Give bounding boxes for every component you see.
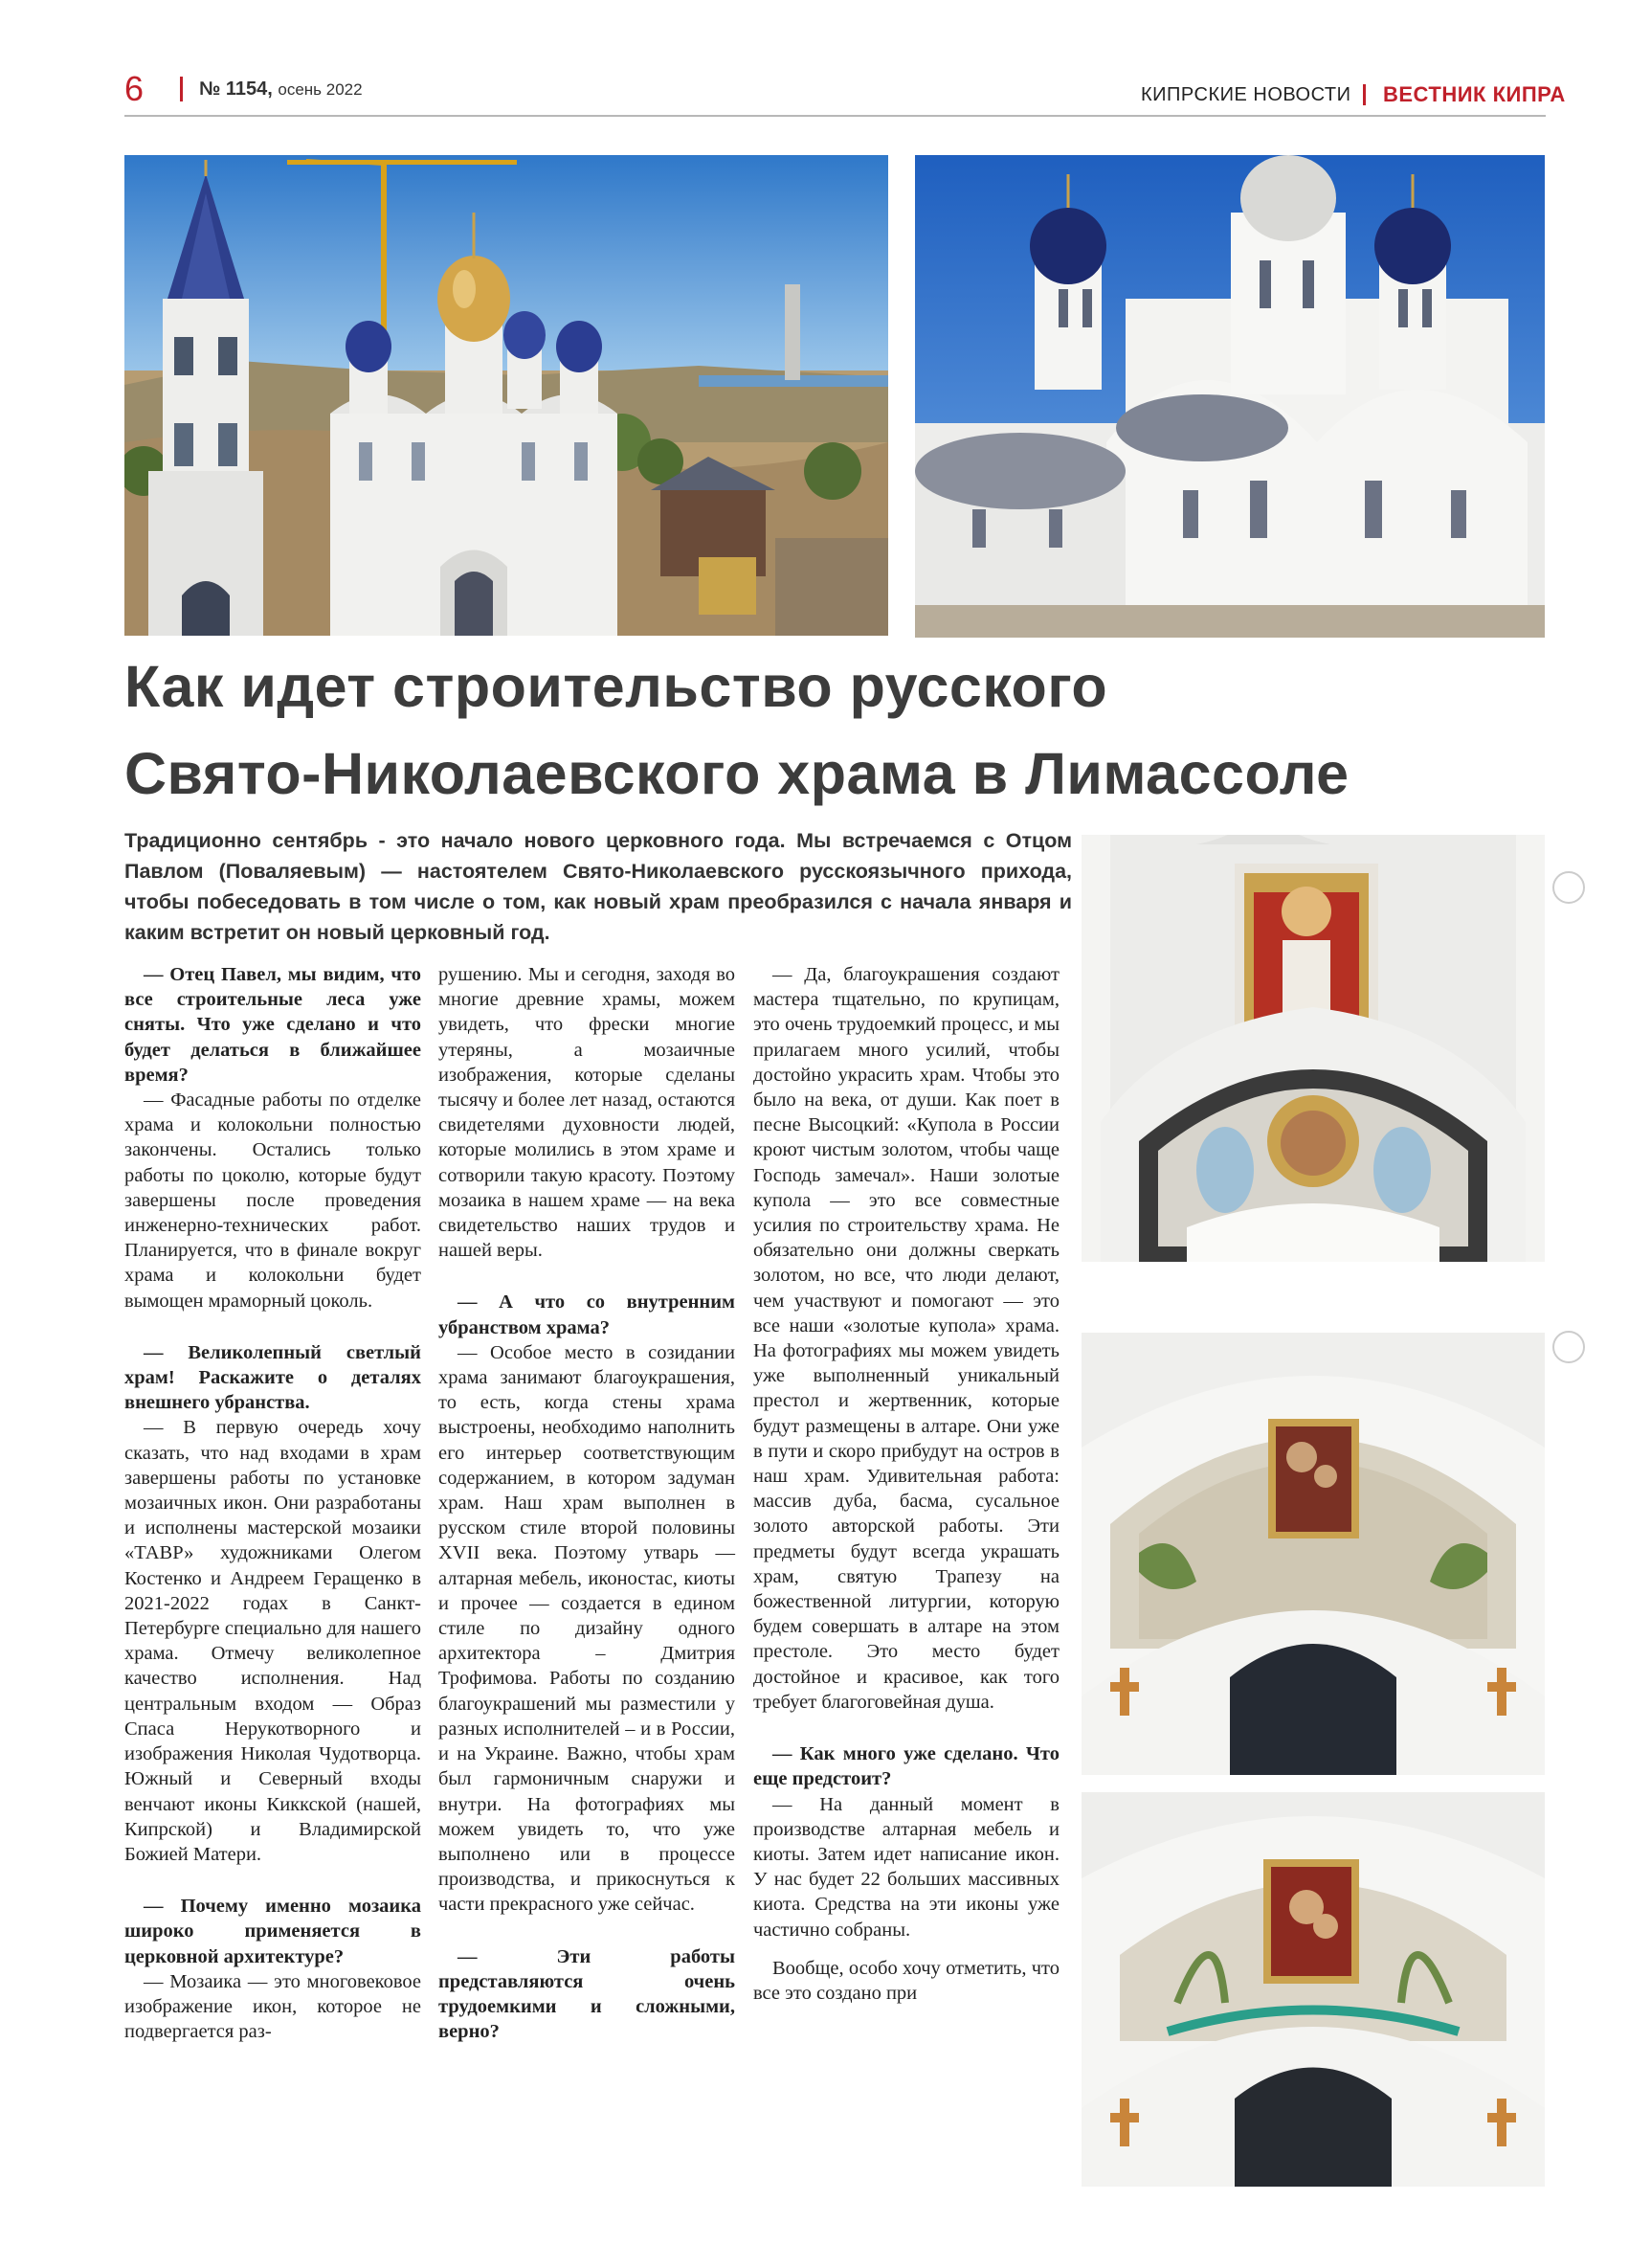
header-separator: [1363, 84, 1366, 105]
interview-answer: — Да, благоукрашения создают мастера тщательно, по крупицам, это очень трудоемкий процесс, и мы прилагаем много усилий, чтобы достойно украсить храм. Чтобы это было на века, от души. Как поет в песне Высоцкий: «Купола в России кроют чистым золотом, чтобы чаще Господь замечал». Наши золотые купола — это все совместные усилия по строительству храма. Не обязательно они должны сверкать золотом, но все, что люди делают, чем участвуют и помогают — это все наши «золотые купола» храма. На фотографиях мы можем увидеть уже выполненный уникальный престол и жертвенник, которые будут размещены в алтаре. Они уже в пути и скоро прибудут на остров в наш храм. Удивительная работа: массив дуба, басма, сусальное золото авторской работы. Эти предметы будут всегда украшать храм, святую Трапезу на божественной литургии, которую будем совершать в алтаре на этом престоле. Это место будет достойное и красивое, как того требует благоговейная душа.: [753, 964, 1060, 1713]
headline-line-1: Как идет строительство русского: [124, 654, 1108, 719]
interview-answer-continued: рушению. Мы и сегодня, заходя во многие древние храмы, можем увидеть, что фрески многие утеряны, а мозаичные изображения, которые сделаны тысячу и более лет назад, остаются свидетелями духовности людей, которые молились в этом храме и сотворили такую красоту. Поэтому мозаика в нашем храме — на века свидетельство наших трудов и нашей веры.: [438, 964, 735, 1262]
mosaic-saint-nicholas-photo: [1082, 835, 1545, 1262]
interview-answer: — В первую очередь хочу сказать, что над входами в храм завершены работы по установке мозаичных икон. Они разработаны и исполнены мастерской мозаики «ТАВР» художниками Олегом Костенко и Андреем Геращенко в 2021-2022 годах в Санкт-Петербурге специально для нашего храма. Отмечу великолепное качество исполнения. Над центральным входом — Образ Спаса Нерукотворного и изображения Николая Чудотворца. Южный и Северный входы венчают иконы Киккской (нашей, Кипрской) и Владимирской Божией Матери.: [124, 1417, 421, 1865]
header-separator: [180, 77, 183, 101]
issue-number: № 1154,: [199, 79, 273, 100]
interview-answer: — Фасадные работы по отделке храма и колокольни полностью закончены. Остались только работы по цоколю, которые будут завершены после проведения инженерно-технических работ. Планируется, что в финале вокруг храма и колокольни будет вымощен мраморный цоколь.: [124, 1089, 421, 1312]
header-rule: [124, 115, 1546, 117]
section-name: КИПРСКИЕ НОВОСТИ: [1141, 84, 1351, 105]
interview-answer: — Мозаика — это многовековое изображение икон, которое не подвергается раз-: [124, 1970, 421, 2043]
article-headline: [124, 643, 1503, 818]
interview-question: — Как много уже сделано. Что еще предстоит?: [753, 1743, 1060, 1790]
interview-question: — Эти работы представляются очень трудоемкими и сложными, верно?: [438, 1945, 735, 2043]
interview-question: — Великолепный светлый храм! Раскажите о деталях внешнего убранства.: [124, 1341, 421, 1414]
interview-question: — Отец Павел, мы видим, что все строительные леса уже сняты. Что уже сделано и что будет делаться в ближайшее время?: [124, 964, 421, 1086]
article-column-2: [438, 962, 735, 2044]
article-column-3: [753, 962, 1060, 2006]
headline-line-2: Свято-Николаевского храма в Лимассоле: [124, 741, 1350, 806]
mosaic-vladimir-icon-photo: [1082, 1792, 1545, 2187]
page-number: 6: [124, 69, 145, 108]
interview-answer: Вообще, особо хочу отметить, что все это создано при: [753, 1957, 1060, 2004]
scan-punch-hole: [1552, 871, 1585, 904]
interview-question: — Почему именно мозаика широко применяется в церковной архитектуре?: [124, 1896, 421, 1967]
interview-question: — А что со внутренним убранством храма?: [438, 1291, 735, 1338]
issue-season: осень 2022: [278, 80, 363, 99]
issue-info: [199, 79, 363, 101]
church-closeup-photo: [915, 155, 1545, 638]
scan-punch-hole: [1552, 1331, 1585, 1363]
article-column-1: [124, 962, 421, 2044]
publication-brand: ВЕСТНИК КИПРА: [1383, 82, 1566, 106]
interview-answer: — Особое место в созидании храма занимают благоукрашения, то есть, когда стены храма выстроены, необходимо наполнить его интерьер соответствующим содержанием, в котором задуман храм. Наш храм выполнен в русском стиле второй половины XVII века. Поэтому утварь — алтарная мебель, иконостас, киоты и прочее — создается в едином стиле по дизайну одного архитектора – Дмитрия Трофимова. Работы по созданию благоукрашений мы разместили у разных исполнителей – и в России, и на Украине. Важно, чтобы храм был гармоничным снаружи и внутри. На фотографиях мы можем увидеть то, что уже выполнено или в процессе производства, и прикоснуться к части прекрасного уже сейчас.: [438, 1341, 735, 1916]
church-construction-wide-photo: [124, 155, 888, 636]
mosaic-kykkos-icon-photo: [1082, 1333, 1545, 1775]
article-lead: Традиционно сентябрь - это начало нового церковного года. Мы встречаемся с Отцом Павлом (Поваляевым) — настоятелем Свято-Николаевского русскоязычного прихода, чтобы побеседовать в том числе о том, как новый храм преобразился с начала января и каким встретит он новый церковный год.: [124, 829, 1072, 944]
interview-answer: — На данный момент в производстве алтарная мебель и киоты. Затем идет написание икон. У нас будет 22 больших массивных киота. Средства на эти иконы уже частично собраны.: [753, 1793, 1060, 1941]
